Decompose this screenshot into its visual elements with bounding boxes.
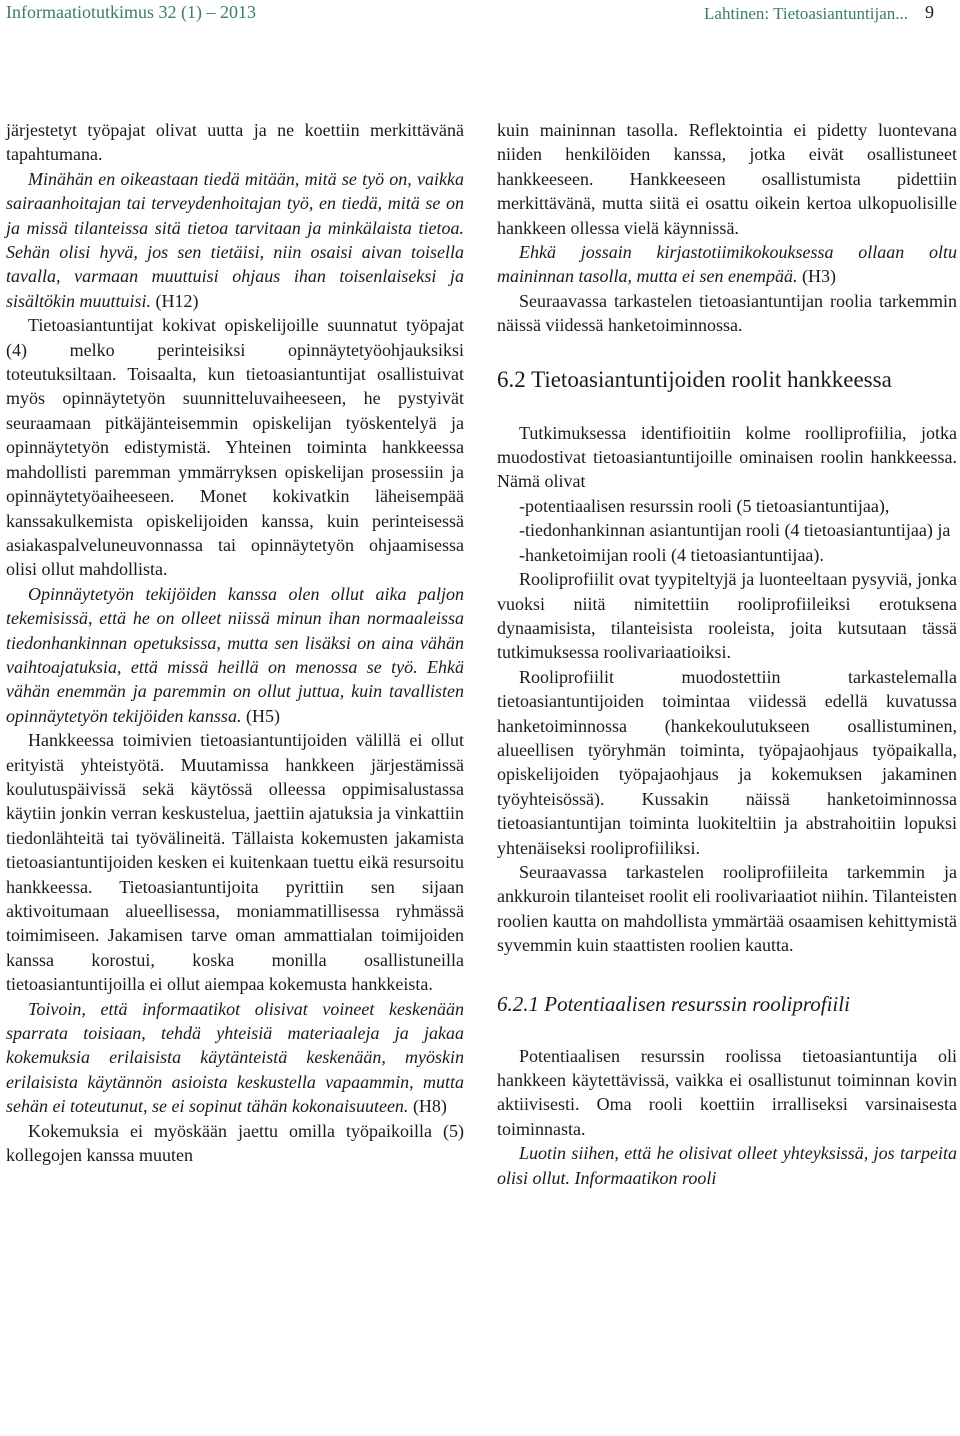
subsection-heading: 6.2.1 Potentiaalisen resurssin rooliprofiili xyxy=(497,991,850,1016)
quote-reference: (H5) xyxy=(245,705,280,726)
interview-quote xyxy=(6,582,464,728)
paragraph: Seuraavassa tarkastelen rooliprofiileita tarkemmin ja ankkuroin tilanteiset roolit eli roolivariaatiot niihin. Tilanteisten roolien kautta on mahdollista ymmärtää osaamisen kehittymistä syvemmin kuin staattisten roolien kautta. xyxy=(497,861,957,956)
left-column xyxy=(6,118,464,1167)
paragraph: Hankkeessa toimivien tietoasiantuntijoiden välillä ei ollut erityistä yhteistyötä. Muutamissa hankkeen järjestämissä koulutuspäivissä sekä käytössä olleessa oppimisalustassa käytiin jonkin verran keskustelua, jaettiin ajatuksia ja vinkattiin tiedonlähteitä tai työvälineitä. Tällaista kokemusten jakamista tietoasiantuntijoiden kesken ei kuitenkaan tuettu eikä resursoitu hankkeessa. Tietoasiantuntijoita pyrittiin sen sijaan aktivoitumaan alueellisessa, moniammatillisessa ryhmässä toimimiseen. Jakamisen tarve oman ammattialan toimijoiden kanssa korostui, koska monilla osallistuneilla tietoasiantuntijoilla ei ollut aiempaa kokemusta hankkeista. xyxy=(6,730,464,995)
list-item: -tiedonhankinnan asiantuntijan rooli (4 tietoasiantuntijaa) ja xyxy=(519,520,951,541)
running-title: Lahtinen: Tietoasiantuntijan... xyxy=(704,4,908,23)
role-list xyxy=(497,494,957,567)
paragraph: kuin maininnan tasolla. Reflektointia ei pidetty luontevana niiden henkilöiden kanssa, jotka eivät osallistuneet hankkeeseen. Hankkeeseen osallistumista pidettiin merkittävänä, mutta siitä ei osattu oikein kertoa ulkopuolisille hankkeen ollessa vielä käynnissä. xyxy=(497,120,957,238)
quote-text: Ehkä jossain kirjastotiimikokouksessa ollaan oltu maininnan tasolla, mutta ei sen enempää. xyxy=(497,242,957,287)
quote-reference: (H3) xyxy=(801,266,836,287)
paragraph: Rooliprofiilit ovat tyypiteltyjä ja luonteeltaan pysyviä, jonka vuoksi niitä nimitettiin rooliprofiileiksi erotuksena dynaamisista, tilanteisista rooleista, joita kutsutaan tässä tutkimuksessa roolivariaatioiksi. xyxy=(497,569,957,663)
quote-reference: (H8) xyxy=(412,1096,447,1117)
interview-quote: Luotin siihen, että he olisivat olleet yhteyksissä, jos tarpeita olisi ollut. Informaatikon rooli xyxy=(497,1143,957,1188)
quote-reference: (H12) xyxy=(155,290,199,311)
quote-text: Toivoin, että informaatikot olisivat voineet keskenään sparrata toisiaan, tehdä yhteisiä materiaaleja ja jakaa kokemuksia erilaisista käytänteistä keskenään, myöskin erilaisista käytännön asioista keskustella vapaammin, mutta sehän ei toteutunut, se ei sopinut tähän kokonaisuuteen. xyxy=(6,998,464,1117)
page-number: 9 xyxy=(925,2,934,22)
paragraph: Potentiaalisen resurssin roolissa tietoasiantuntija oli hankkeen käytettävissä, vaikka ei osallistunut toiminnan kovin aktiivisesti. Oma rooli koettiin irralliseksi varsinaisesta toiminnasta. xyxy=(497,1045,957,1139)
paragraph: Seuraavassa tarkastelen tietoasiantuntijan roolia tarkemmin näissä viidessä hanketoiminnossa. xyxy=(497,290,957,336)
quote-text: Minähän en oikeastaan tiedä mitään, mitä se työ on, vaikka sairaanhoitajan tai terveydenhoitajan työ, en tiedä, mitä se on ja missä tilanteissa sitä tietoa tarvitaan ja minkälaista tietoa. Sehän olisi hyvä, jos sen tietäisi, niin osaisi aivan toisella tavalla, varmaan muuttuisi ohjaus ihan toisenlaiseksi ja sisältökin muuttuisi. xyxy=(6,168,464,311)
right-column xyxy=(497,118,957,1190)
interview-quote xyxy=(6,997,464,1119)
interview-quote xyxy=(6,167,464,313)
list-item: -potentiaalisen resurssin rooli (5 tietoasiantuntijaa), xyxy=(519,495,890,516)
interview-quote xyxy=(497,240,957,289)
journal-title: Informaatiotutkimus 32 (1) – 2013 xyxy=(6,2,256,22)
paragraph: järjestetyt työpajat olivat uutta ja ne koettiin merkittävänä tapahtumana. xyxy=(6,120,464,165)
paragraph: Rooliprofiilit muodostettiin tarkastelemalla tietoasiantuntijoiden toimintaa viidessä edellä kuvatussa hanketoiminnossa (hankekoulutukseen osallistuminen, alueellisen työryhmän toiminta, työpajaohjaus työpaikalla, opiskelijoiden työpajaohjaus ja kokemuksen jakaminen työyhteisössä). Kussakin näissä hanketoiminnossa tietoasiantuntijan toiminta luokiteltiin ja abstrahoitiin lopuksi yhtenäiseksi rooliprofiiliksi. xyxy=(497,666,957,858)
section-heading: 6.2 Tietoasiantuntijoiden roolit hankkeessa xyxy=(497,366,892,392)
paragraph: Tietoasiantuntijat kokivat opiskelijoille suunnatut työpajat (4) melko perinteisiksi opinnäytetyöohjauksiksi toteutuksiltaan. Toisaalta, kun tietoasiantuntijat osallistuivat myös opinnäytetyön suunnitteluvaiheeseen, he pystyivät seuraamaan pitkäjänteisemmin opiskelijan työskentelyä ja opinnäytetyön edistymistä. Yhteinen toiminta hankkeessa mahdollisti paremman ymmärryksen opiskelijan prosessiin ja opinnäytetyöaiheeseen. Monet kokivatkin läheisempää kanssakulkemista opiskelijoiden kanssa, kuin perinteisessä asiakaspalveluneuvonnassa tai opinnäytetyön ohjaamisessa olisi ollut mahdollista. xyxy=(6,315,464,580)
page-header xyxy=(0,0,960,40)
quote-text: Opinnäytetyön tekijöiden kanssa olen ollut aika paljon tekemisissä, että he on olleet niissä minun ihan normaaleissa tiedonhankinnan opetuksissa, mutta sen lisäksi on aina vähän vaihtoajatuksia, että missä heillä on menossa se työ. Ehkä vähän enemmän ja paremmin on ollut juttua, kuin tavallisten opinnäytetyön tekijöiden kanssa. xyxy=(6,583,464,726)
paragraph: Kokemuksia ei myöskään jaettu omilla työpaikoilla (5) kollegojen kanssa muuten xyxy=(6,1120,464,1166)
paragraph: Tutkimuksessa identifioitiin kolme roolliprofiilia, jotka muodostivat tietoasiantuntijoille ominaisen roolin hankkeessa. Nämä olivat xyxy=(497,422,957,492)
list-item: -hanketoimijan rooli (4 tietoasiantuntijaa). xyxy=(519,544,824,565)
